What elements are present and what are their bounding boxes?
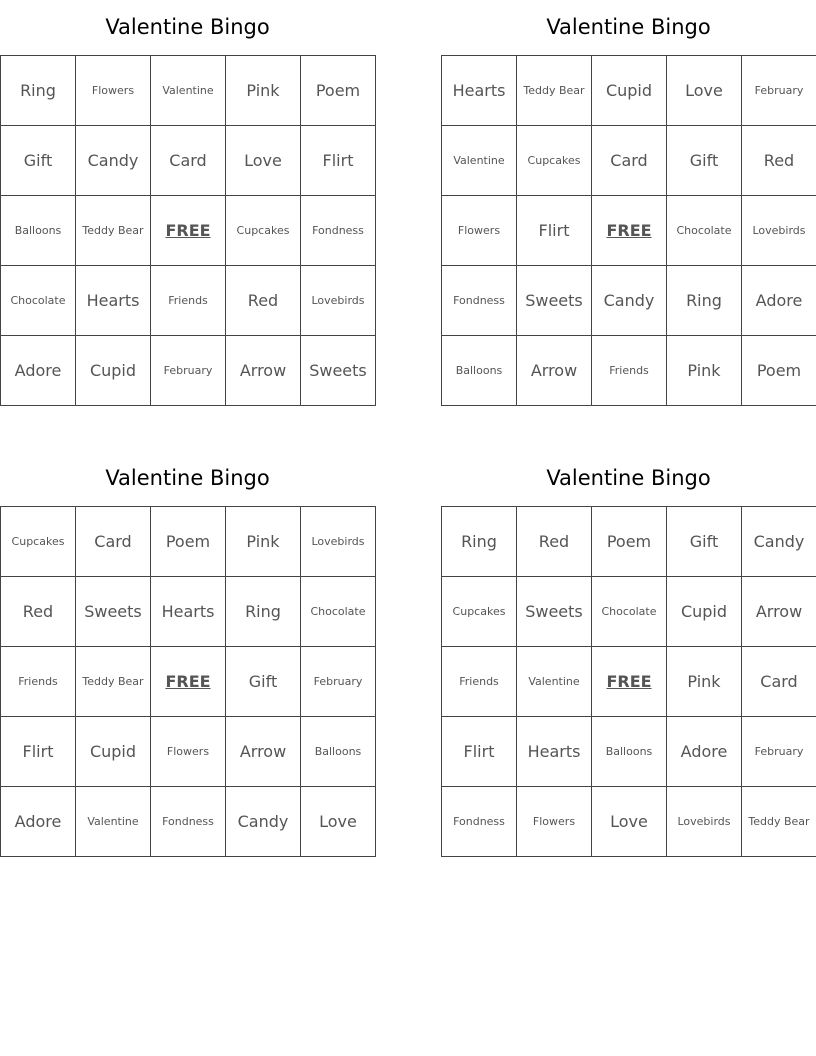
bingo-cell: Arrow — [226, 717, 301, 787]
bingo-cell: Lovebirds — [301, 266, 376, 336]
bingo-cell: Love — [667, 56, 742, 126]
bingo-row — [1, 126, 376, 196]
bingo-cell: Cupcakes — [442, 577, 517, 647]
bingo-cell: Gift — [667, 126, 742, 196]
bingo-cell: Cupcakes — [1, 507, 76, 577]
bingo-cell: Balloons — [301, 717, 376, 787]
bingo-cell: Flirt — [1, 717, 76, 787]
bingo-cell: Fondness — [151, 787, 226, 857]
bingo-cell: February — [742, 717, 816, 787]
bingo-cell: Flirt — [517, 196, 592, 266]
bingo-cell: Ring — [226, 577, 301, 647]
bingo-row — [442, 647, 816, 717]
bingo-cell: Candy — [76, 126, 151, 196]
bingo-cell: Adore — [742, 266, 816, 336]
bingo-cell: Lovebirds — [667, 787, 742, 857]
bingo-row — [1, 787, 376, 857]
bingo-cell: Gift — [1, 126, 76, 196]
bingo-cell: Gift — [667, 507, 742, 577]
bingo-cell: Pink — [226, 507, 301, 577]
bingo-cell: Friends — [442, 647, 517, 717]
bingo-cell: Cupid — [76, 336, 151, 406]
bingo-cell: Adore — [1, 336, 76, 406]
bingo-cell: Card — [76, 507, 151, 577]
bingo-cell: Friends — [1, 647, 76, 717]
bingo-cell: Cupid — [667, 577, 742, 647]
bingo-cell: Red — [742, 126, 816, 196]
bingo-cell: Friends — [151, 266, 226, 336]
card-title: Valentine Bingo — [105, 15, 270, 39]
bingo-cell: Hearts — [151, 577, 226, 647]
bingo-cell: Hearts — [76, 266, 151, 336]
bingo-cell: Teddy Bear — [76, 647, 151, 717]
bingo-cell: Candy — [742, 507, 816, 577]
bingo-cell: Fondness — [442, 266, 517, 336]
bingo-cell: Fondness — [442, 787, 517, 857]
bingo-cell: February — [742, 56, 816, 126]
bingo-row — [442, 336, 816, 406]
bingo-cell: Sweets — [301, 336, 376, 406]
bingo-cell: Chocolate — [301, 577, 376, 647]
bingo-row — [1, 196, 376, 266]
bingo-cell: Red — [226, 266, 301, 336]
bingo-row — [1, 717, 376, 787]
bingo-row — [442, 56, 816, 126]
bingo-cell: Card — [151, 126, 226, 196]
bingo-cell: Adore — [667, 717, 742, 787]
bingo-cell: Chocolate — [592, 577, 667, 647]
bingo-cell: Flowers — [517, 787, 592, 857]
bingo-row — [1, 507, 376, 577]
bingo-cell: Red — [517, 507, 592, 577]
free-cell: FREE — [592, 647, 667, 717]
bingo-cell: Hearts — [442, 56, 517, 126]
bingo-cell: Candy — [592, 266, 667, 336]
bingo-cell: Flirt — [442, 717, 517, 787]
bingo-row — [442, 126, 816, 196]
bingo-cell: February — [301, 647, 376, 717]
card-title: Valentine Bingo — [105, 466, 270, 490]
bingo-cell: Poem — [301, 56, 376, 126]
bingo-cell: Pink — [667, 336, 742, 406]
bingo-row — [1, 266, 376, 336]
free-cell: FREE — [592, 196, 667, 266]
bingo-cell: Ring — [667, 266, 742, 336]
bingo-row — [1, 577, 376, 647]
bingo-cell: Poem — [592, 507, 667, 577]
bingo-cell: Flowers — [442, 196, 517, 266]
bingo-cell: February — [151, 336, 226, 406]
bingo-cell: Ring — [442, 507, 517, 577]
bingo-row — [1, 336, 376, 406]
bingo-cell: Valentine — [151, 56, 226, 126]
bingo-cell: Pink — [667, 647, 742, 717]
bingo-cell: Chocolate — [1, 266, 76, 336]
bingo-cell: Valentine — [76, 787, 151, 857]
free-cell: FREE — [151, 647, 226, 717]
bingo-grid — [0, 506, 376, 857]
free-cell: FREE — [151, 196, 226, 266]
bingo-cell: Arrow — [226, 336, 301, 406]
bingo-row — [442, 196, 816, 266]
bingo-cell: Flowers — [76, 56, 151, 126]
bingo-row — [1, 647, 376, 717]
bingo-cell: Pink — [226, 56, 301, 126]
bingo-cell: Cupcakes — [517, 126, 592, 196]
bingo-cell: Teddy Bear — [742, 787, 816, 857]
bingo-cell: Love — [592, 787, 667, 857]
bingo-cell: Valentine — [442, 126, 517, 196]
bingo-cell: Fondness — [301, 196, 376, 266]
bingo-cell: Teddy Bear — [517, 56, 592, 126]
bingo-cell: Flirt — [301, 126, 376, 196]
bingo-cell: Red — [1, 577, 76, 647]
bingo-cell: Sweets — [76, 577, 151, 647]
bingo-cell: Love — [301, 787, 376, 857]
bingo-row — [442, 577, 816, 647]
bingo-cell: Love — [226, 126, 301, 196]
bingo-row — [442, 266, 816, 336]
bingo-cell: Hearts — [517, 717, 592, 787]
bingo-cell: Balloons — [1, 196, 76, 266]
bingo-cell: Sweets — [517, 266, 592, 336]
bingo-cell: Chocolate — [667, 196, 742, 266]
bingo-cell: Sweets — [517, 577, 592, 647]
bingo-cell: Cupid — [592, 56, 667, 126]
bingo-grid — [441, 506, 816, 857]
bingo-cell: Flowers — [151, 717, 226, 787]
bingo-grid — [441, 55, 816, 406]
bingo-cell: Friends — [592, 336, 667, 406]
bingo-cell: Balloons — [592, 717, 667, 787]
bingo-cell: Card — [592, 126, 667, 196]
bingo-row — [1, 56, 376, 126]
bingo-cell: Gift — [226, 647, 301, 717]
bingo-row — [442, 717, 816, 787]
bingo-cell: Cupcakes — [226, 196, 301, 266]
card-title: Valentine Bingo — [546, 466, 711, 490]
bingo-cell: Poem — [742, 336, 816, 406]
bingo-cell: Lovebirds — [742, 196, 816, 266]
bingo-cell: Ring — [1, 56, 76, 126]
bingo-cell: Card — [742, 647, 816, 717]
bingo-cell: Adore — [1, 787, 76, 857]
card-title: Valentine Bingo — [546, 15, 711, 39]
bingo-cell: Lovebirds — [301, 507, 376, 577]
bingo-cell: Balloons — [442, 336, 517, 406]
bingo-cell: Candy — [226, 787, 301, 857]
bingo-cell: Arrow — [742, 577, 816, 647]
bingo-grid — [0, 55, 376, 406]
bingo-row — [442, 507, 816, 577]
bingo-cell: Poem — [151, 507, 226, 577]
bingo-cell: Cupid — [76, 717, 151, 787]
bingo-cell: Teddy Bear — [76, 196, 151, 266]
bingo-cell: Arrow — [517, 336, 592, 406]
bingo-cell: Valentine — [517, 647, 592, 717]
bingo-row — [442, 787, 816, 857]
